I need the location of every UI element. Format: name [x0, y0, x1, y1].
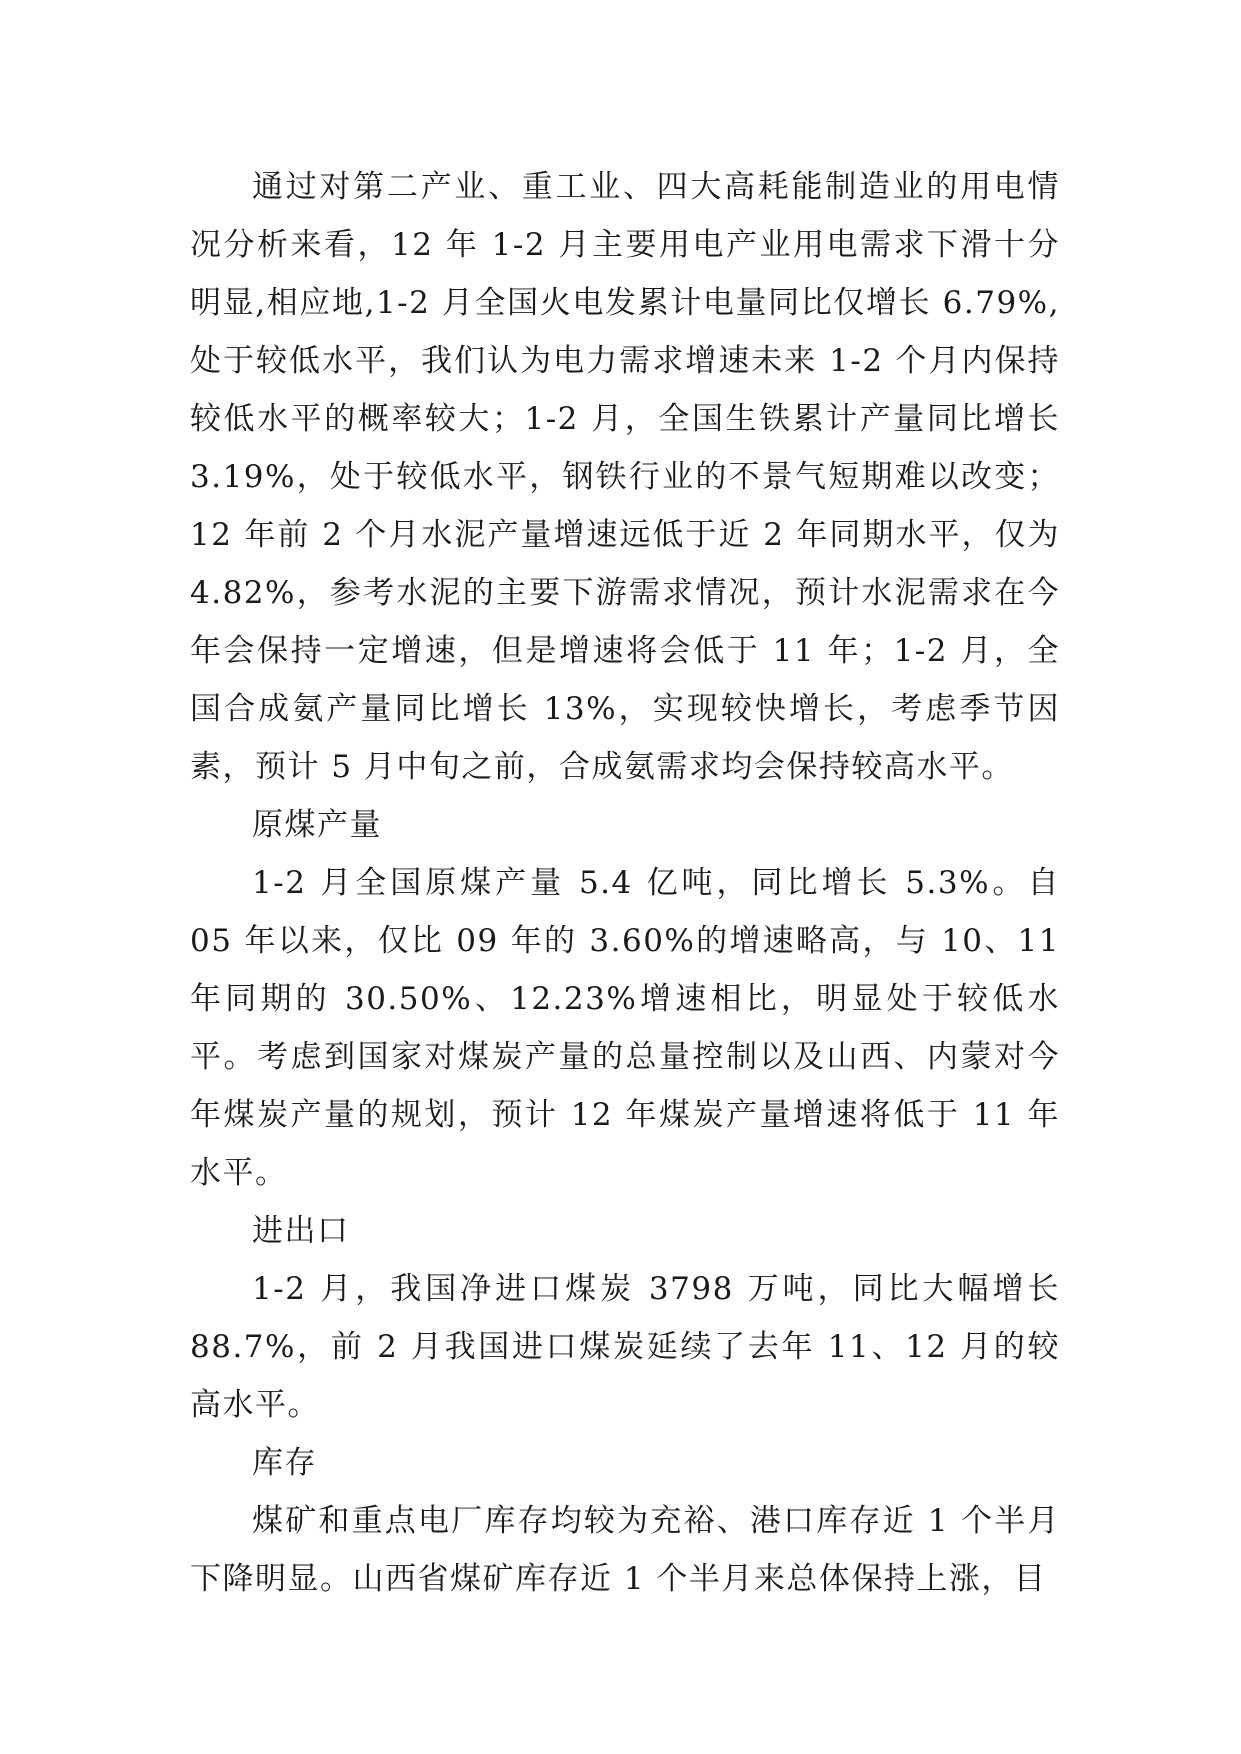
section-heading-import-export: 进出口 — [252, 1213, 350, 1249]
paragraph-electricity-demand: 通过对第二产业、重工业、四大高耗能制造业的用电情况分析来看，12 年 1-2 月主要用电产业用电需求下滑十分明显,相应地,1-2 月全国火电发累计电量同比仅增长 6.79%,处于较低水平，我们认为电力需求增速未来 1-2 个月内保持较低水平的概率较大；1-2 月，全国生铁累计产量同比增长 3.19%，处于较低水平，钢铁行业的不景气短期难以改变；12 年前 2 个月水泥产量增速远低于近 2 年同期水平，仅为 4.82%，参考水泥的主要下游需求情况，预计水泥需求在今年会保持一定增速，但是增速将会低于 11 年；1-2 月，全国合成氨产量同比增长 13%，实现较快增长，考虑季节因素，预计 5 月中旬之前，合成氨需求均会保持较高水平。 — [190, 169, 1060, 785]
paragraph-inventory: 煤矿和重点电厂库存均较为充裕、港口库存近 1 个半月下降明显。山西省煤矿库存近 1 个半月来总体保持上涨，目 — [190, 1503, 1060, 1597]
document-body — [190, 158, 1060, 1608]
section-heading-coal-output: 原煤产量 — [252, 807, 382, 843]
section-heading-inventory: 库存 — [252, 1445, 317, 1481]
paragraph-coal-output: 1-2 月全国原煤产量 5.4 亿吨，同比增长 5.3%。自 05 年以来，仅比 09 年的 3.60%的增速略高，与 10、11 年同期的 30.50%、12.23%增速相比，明显处于较低水平。考虑到国家对煤炭产量的总量控制以及山西、内蒙对今年煤炭产量的规划，预计 12 年煤炭产量增速将低于 11 年水平。 — [190, 865, 1060, 1191]
paragraph-import-export: 1-2 月，我国净进口煤炭 3798 万吨，同比大幅增长 88.7%，前 2 月我国进口煤炭延续了去年 11、12 月的较高水平。 — [190, 1271, 1060, 1423]
